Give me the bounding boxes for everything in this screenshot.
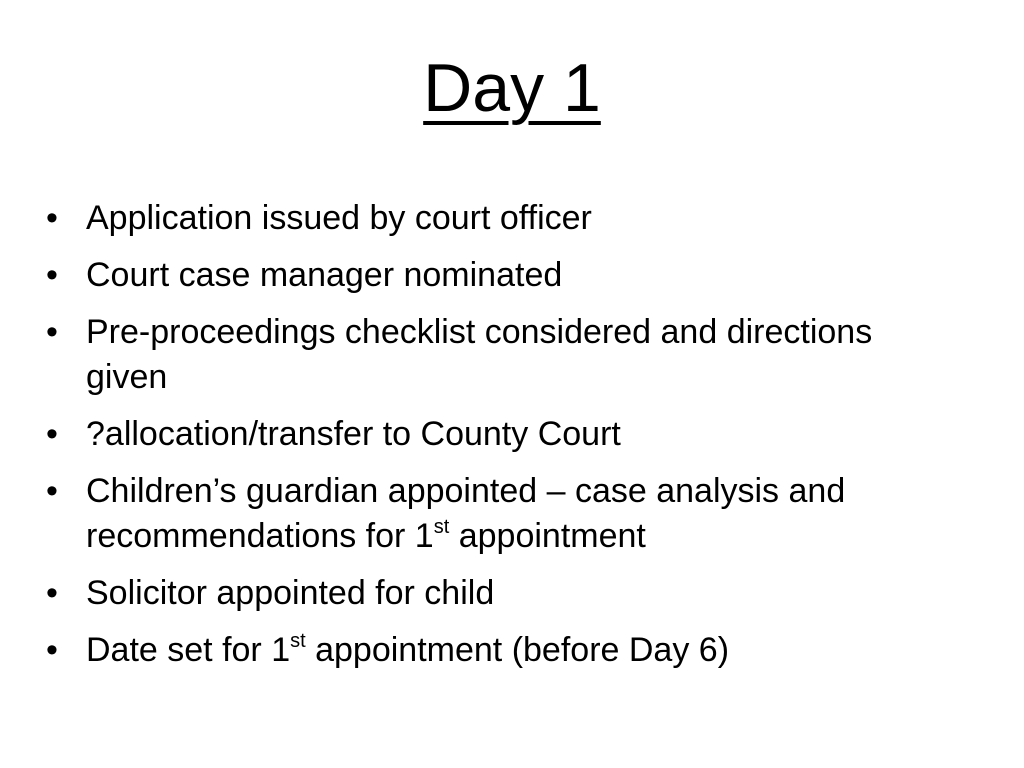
bullet-marker: • [46, 574, 58, 612]
bullet-text: Solicitor appointed for child [86, 574, 495, 612]
ordinal-suffix: st [433, 515, 450, 538]
bullet-text: ?allocation/transfer to County Court [86, 415, 621, 453]
slide-title [0, 46, 1024, 130]
bullet-item [46, 196, 946, 241]
bullet-item [46, 628, 946, 673]
bullet-marker: • [46, 415, 58, 453]
bullet-text-main: Children’s guardian appointed – case analysis and recommendations for 1 [86, 472, 846, 555]
bullet-item [46, 571, 946, 616]
bullet-text-end: appointment (before Day 6) [305, 631, 730, 669]
bullet-item [46, 412, 946, 457]
bullet-text: Court case manager nominated [86, 256, 563, 294]
bullet-item [46, 253, 946, 298]
bullet-item [46, 469, 946, 559]
bullet-text: Application issued by court officer [86, 199, 592, 237]
bullet-text [86, 472, 845, 555]
slide-title-text: Day 1 [423, 50, 601, 126]
bullet-text [86, 631, 729, 669]
bullet-item [46, 310, 946, 400]
bullet-marker: • [46, 313, 58, 351]
bullet-text-end: appointment [449, 517, 646, 555]
ordinal-suffix: st [290, 629, 306, 652]
bullet-text-main: Date set for 1 [86, 631, 291, 669]
bullet-marker: • [46, 199, 58, 237]
bullet-marker: • [46, 472, 58, 510]
bullet-marker: • [46, 256, 58, 294]
bullet-marker: • [46, 631, 58, 669]
bullet-text: Pre-proceedings checklist considered and directions given [86, 313, 873, 396]
bullet-list [46, 196, 946, 685]
